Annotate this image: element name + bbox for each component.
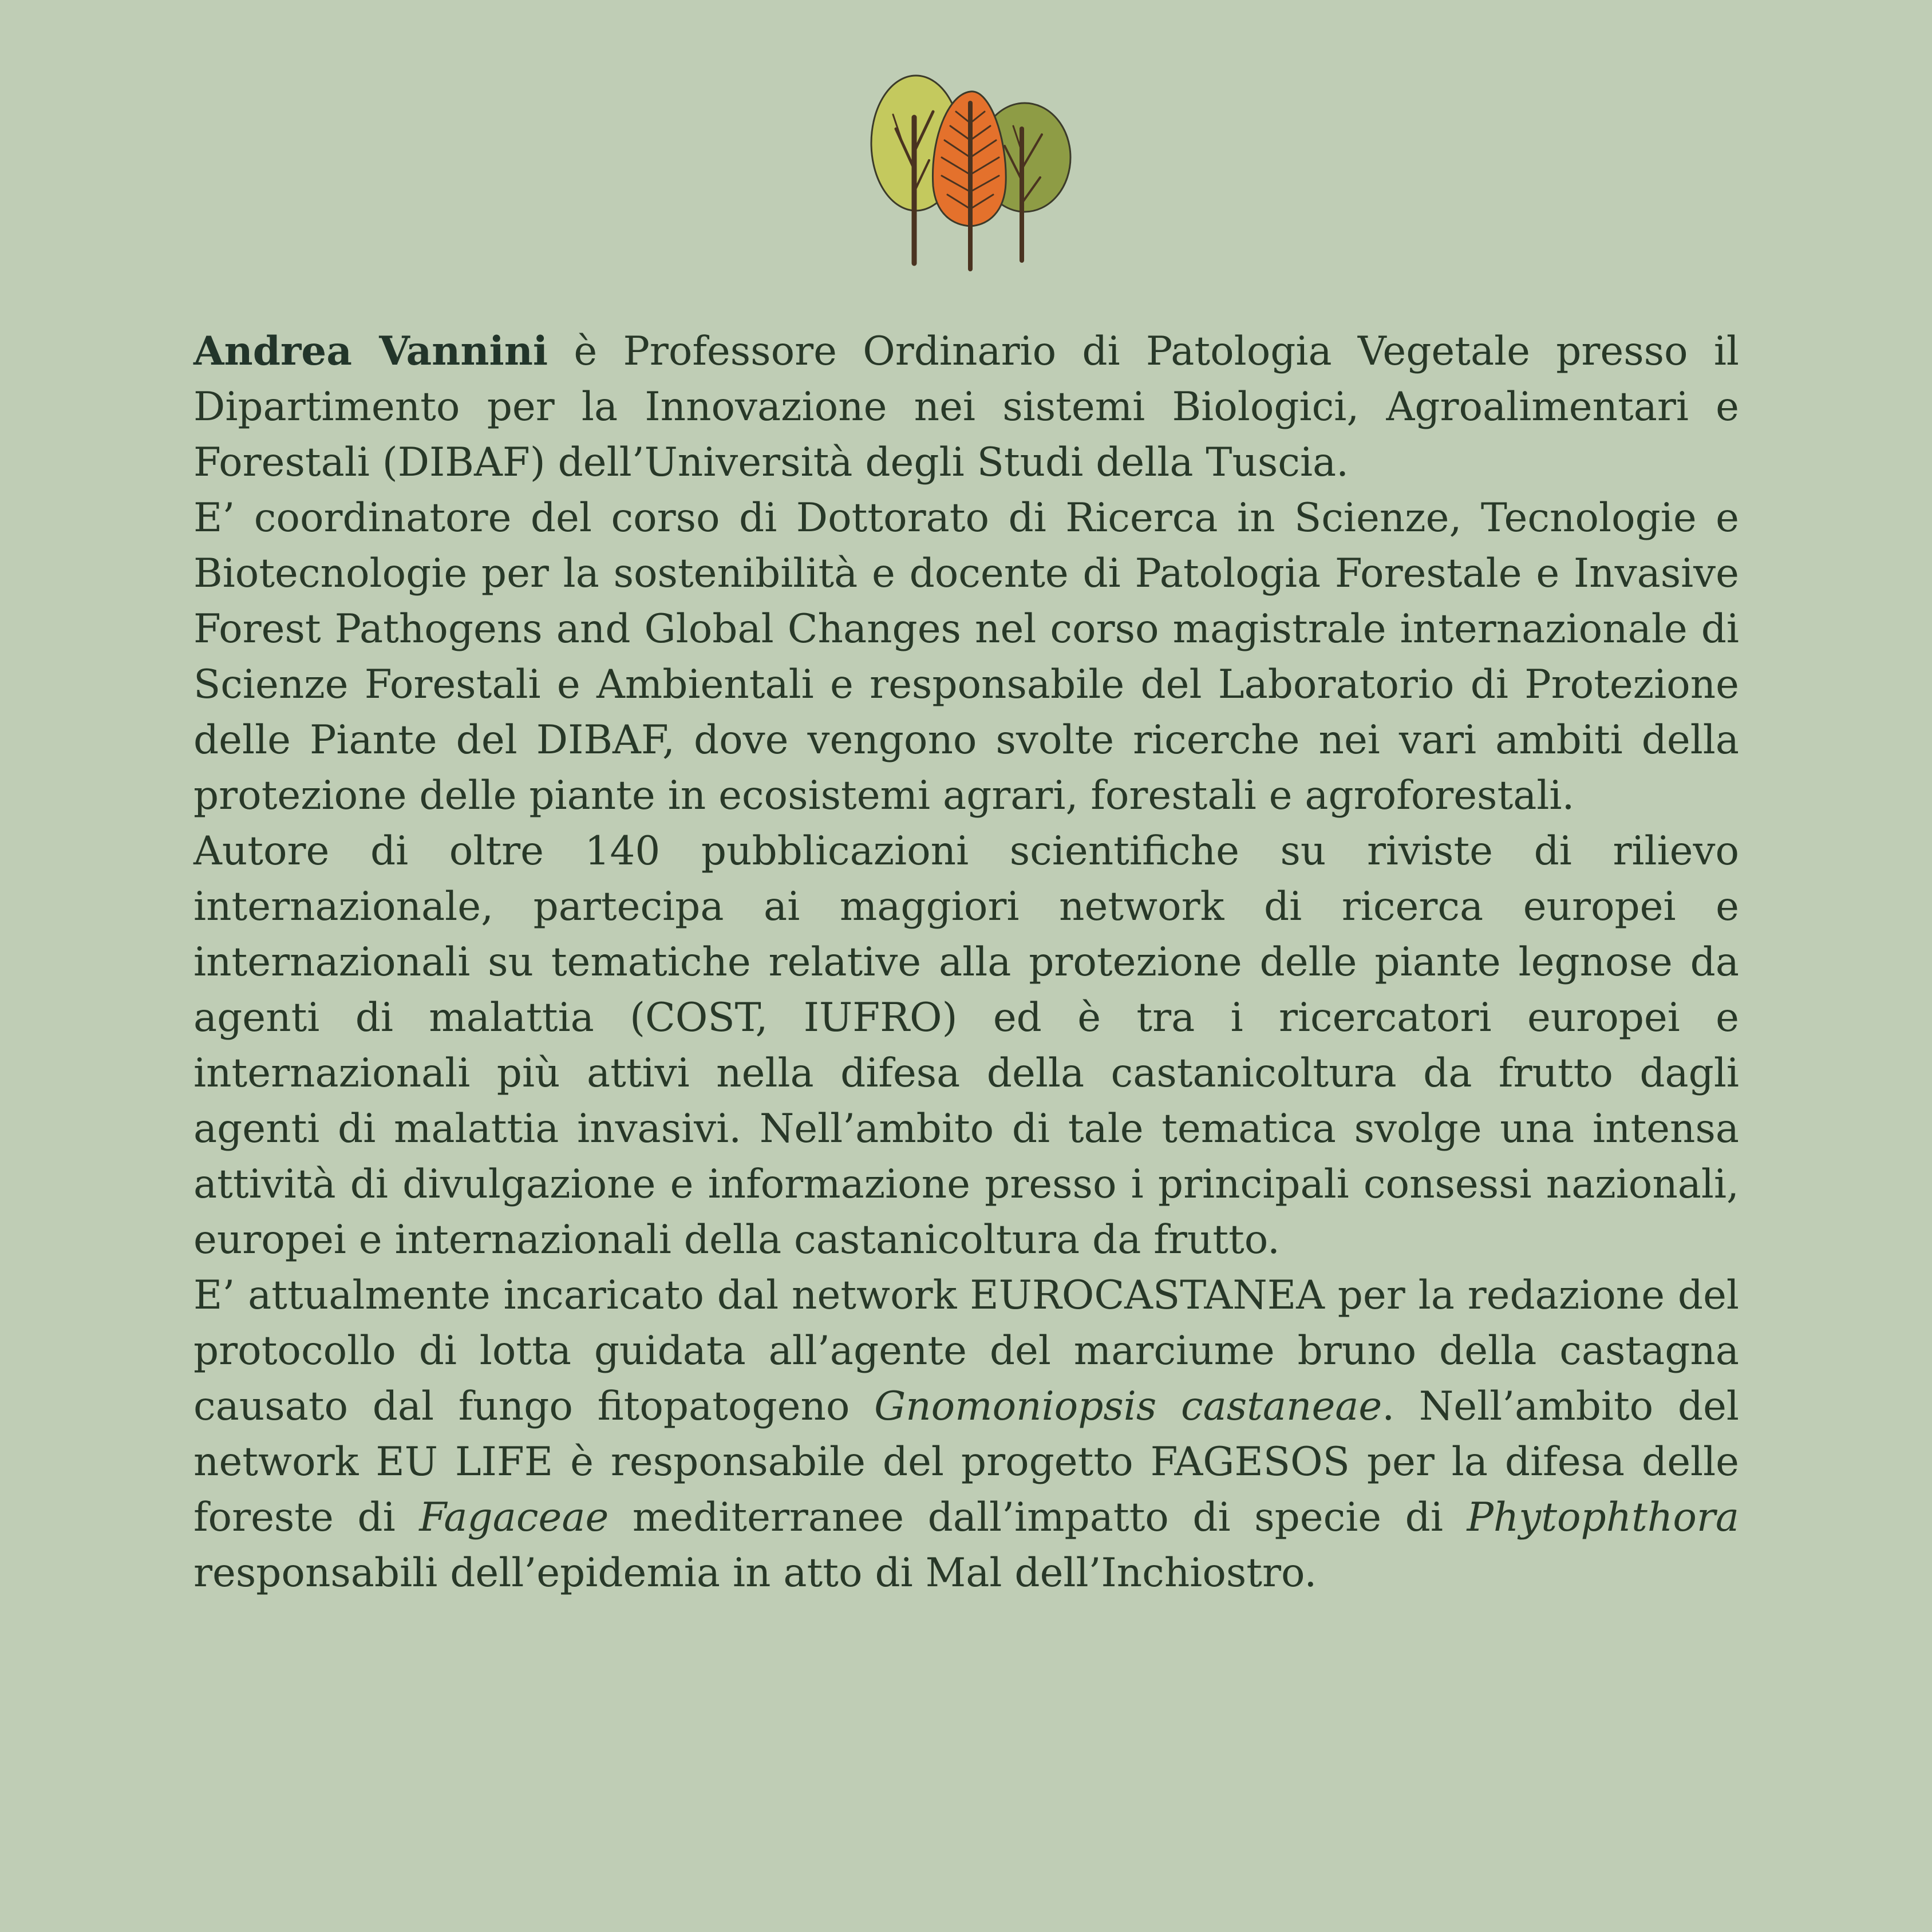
- bio-paragraph-1: [193, 323, 1739, 491]
- bio-paragraph-4-text-1: E’ attualmente incaricato dal network EUROCASTANEA per la redazione del protocollo di lotta guidata all’agente del marciume bruno della castagna causato dal fungo fitopatogeno: [193, 1273, 1739, 1429]
- author-name: Andrea Vannini: [193, 328, 548, 374]
- bio-paragraph-3: Autore di oltre 140 pubblicazioni scientifiche su riviste di rilievo internazionale, partecipa ai maggiori network di ricerca europei e internazionali su tematiche relative alla protezione delle piante legnose da agenti di malattia (COST, IUFRO) ed è tra i ricercatori europei e internazionali più attivi nella difesa della castanicoltura da frutto dagli agenti di malattia invasivi. Nell’ambito di tale tematica svolge una intensa attività di divulgazione e informazione presso i principali consessi nazionali, europei e internazionali della castanicoltura da frutto.: [193, 828, 1739, 1263]
- bio-paragraph-4-text-4: responsabili dell’epidemia in atto di Mal dell’Inchiostro.: [193, 1550, 1317, 1596]
- biography-text: [193, 323, 1739, 1601]
- bio-paragraph-4-text-2: . Nell’ambito del network EU LIFE è responsabile del progetto FAGESOS per la difesa delle foreste di: [193, 1384, 1739, 1540]
- bio-paragraph-4-text-3: mediterranee dall’impatto di specie di: [609, 1495, 1467, 1540]
- genus-phytophthora: Phytophthora: [1467, 1495, 1739, 1540]
- bio-paragraph-2: E’ coordinatore del corso di Dottorato di Ricerca in Scienze, Tecnologie e Biotecnologie per la sostenibilità e docente di Patologia Forestale e Invasive Forest Pathogens and Global Changes nel corso magistrale internazionale di Scienze Forestali e Ambientali e responsabile del Laboratorio di Protezione delle Piante del DIBAF, dove vengono svolte ricerche nei vari ambiti della protezione delle piante in ecosistemi agrari, forestali e agroforestali.: [193, 495, 1739, 819]
- family-fagaceae: Fagaceae: [419, 1495, 609, 1540]
- three-trees-logo: [862, 72, 1073, 272]
- bio-paragraph-1-text: è Professore Ordinario di Patologia Vegetale presso il Dipartimento per la Innovazione nei sistemi Biologici, Agroalimentari e Forestali (DIBAF) dell’Università degli Studi della Tuscia.: [193, 329, 1739, 485]
- species-gnomoniopsis: Gnomoniopsis castaneae: [874, 1384, 1382, 1429]
- bio-paragraph-4: [193, 1268, 1739, 1601]
